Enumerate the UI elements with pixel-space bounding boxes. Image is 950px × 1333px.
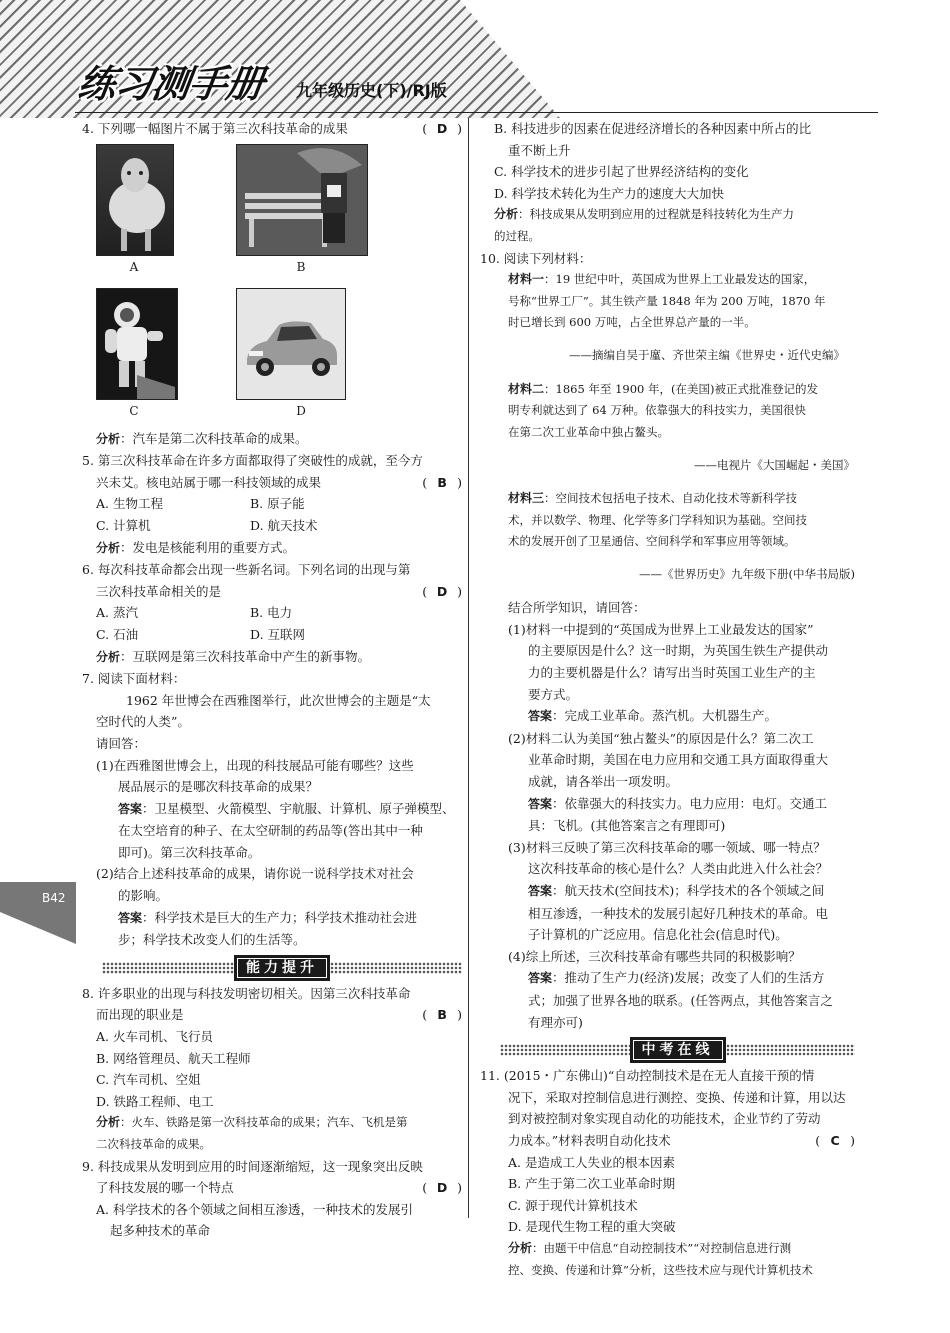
q9-stem-line2: ( D ) 了科技发展的哪一个特点 (82, 1177, 462, 1199)
q4-answer-paren: ( D ) (422, 118, 462, 140)
q10-s1-answer: 答案：完成工业革命。蒸汽机。大机器生产。 (528, 708, 778, 724)
q6-analysis: 分析：互联网是第三次科技革命中产生的新事物。 (96, 648, 371, 664)
q10-s4-answer1: 答案：推动了生产力(经济)发展；改变了人们的生活方 (528, 970, 825, 986)
q5-option-d: D. 航天技术 (250, 517, 318, 533)
q9-option-b-line2: 重不断上升 (508, 142, 571, 158)
banner-ability (102, 957, 462, 979)
car-photo-icon (236, 288, 346, 400)
q9-answer: D (436, 1180, 448, 1196)
q5-options-row1 (82, 493, 462, 515)
q7-sub2-line2: 的影响。 (118, 888, 169, 904)
q4-figure-row-1 (82, 144, 462, 284)
q10-material2-source: ——电视片《大国崛起・美国》 (694, 457, 855, 472)
q11-option-d: D. 是现代生物工程的重大突破 (508, 1219, 676, 1235)
q10-material2-line3: 在第二次工业革命中独占鳌头。 (508, 424, 669, 439)
q7-material-line2: 空时代的人类”。 (96, 714, 190, 730)
q7-sub1-line1: (1)在西雅图世博会上，出现的科技展品可能有哪些？这些 (96, 757, 414, 773)
q6-option-d: D. 互联网 (250, 626, 306, 642)
right-column (480, 118, 855, 1281)
figure-label-a: A (129, 259, 139, 274)
q5-options-row2 (82, 515, 462, 537)
figure-label-c: C (129, 403, 139, 418)
q10-material2-line2: 明专利就达到了 64 万种。依靠强大的科技实力，美国很快 (508, 403, 806, 418)
q8-option-c: C. 汽车司机、空姐 (96, 1072, 201, 1088)
q10-material1-source: ——摘编自吴于廑、齐世荣主编《世界史・近代史编》 (569, 348, 845, 363)
q10-s1-line4: 要方式。 (528, 686, 579, 702)
q7-sub1-answer1: 答案：卫星模型、火箭模型、宇航服、计算机、原子弹模型、 (118, 800, 455, 816)
q10-s3-answer1: 答案：航天技术(空间技术)；科学技术的各个领域之间 (528, 883, 825, 898)
brand-logo: 练习测手册 (74, 62, 267, 106)
grade-title: 九年级历史(下)/RJ版 (296, 81, 447, 100)
q9-option-d: D. 科学技术转化为生产力的速度大大加快 (494, 185, 725, 201)
banner-dots-left (102, 962, 234, 974)
q8-stem-line2: ( B ) 而出现的职业是 (82, 1004, 462, 1026)
banner-exam-label: 中考在线 (630, 1037, 726, 1063)
banner2-dots-left (500, 1044, 630, 1056)
q7-ask: 请回答： (96, 735, 147, 751)
q11-stem-line2: 况下，采取对控制信息进行测控、变换、传递和计算，用以达 (508, 1089, 846, 1105)
robot-bench-photo-icon (236, 144, 368, 256)
q6-option-c: C. 石油 (96, 626, 139, 642)
q11-stem-line1: 11. (2015・广东佛山)“自动控制技术是在无人直接干预的情 (480, 1068, 815, 1084)
q9-option-b-line1: B. 科技进步的因素在促进经济增长的各种因素中所占的比 (494, 121, 812, 136)
q5-answer: B (437, 474, 447, 490)
q6-options-row1 (82, 602, 462, 624)
q5-stem-line1: 5. 第三次科技革命在许多方面都取得了突破性的成就，至今方 (82, 453, 423, 469)
q11-option-b: B. 产生于第二次工业革命时期 (508, 1176, 676, 1192)
q11-answer-paren: ( C ) (815, 1130, 855, 1152)
figure-label-b: B (296, 259, 306, 274)
left-column (82, 118, 462, 1242)
q4-figure-d (236, 288, 390, 420)
q10-material2-line1: 材料二：1865 年至 1900 年，(在美国)被正式批准登记的发 (508, 381, 818, 396)
q10-material3-line2: 术，并以数学、物理、化学等多门学科知识为基础。空间技 (508, 512, 807, 527)
q9-analysis-line2: 的过程。 (494, 228, 540, 243)
q9-option-c: C. 科学技术的进步引起了世界经济结构的变化 (494, 164, 749, 180)
q10-s1-line3: 力的主要机器是什么？请写出当时英国工业生产的主 (528, 665, 816, 681)
page-label: B42 (42, 891, 66, 905)
q5-analysis: 分析：发电是核能利用的重要方式。 (96, 539, 296, 555)
q4-figure-c (82, 288, 236, 420)
q7-sub2-answer2: 步；科学技术改变人们的生活等。 (118, 932, 306, 948)
q10-ask: 结合所学知识，请回答： (508, 600, 646, 616)
q10-material1-line1: 材料一：19 世纪中叶，英国成为世界上工业最发达的国家， (508, 272, 816, 287)
banner-ability-label: 能力提升 (234, 955, 330, 981)
q6-answer: D (436, 583, 448, 599)
sheep-photo-icon (96, 144, 174, 256)
q6-stem-line2: ( D ) 三次科技革命相关的是 (82, 581, 462, 603)
q5-stem-line2: ( B ) 兴未艾。核电站属于哪一科技领域的成果 (82, 472, 462, 494)
q6-stem-line1: 6. 每次科技革命都会出现一些新名词。下列名词的出现与第 (82, 562, 411, 578)
q11-stem-line3: 到对被控制对象实现自动化的功能技术，企业节约了劳动 (508, 1111, 821, 1127)
q9-option-a-line2: 起多种技术的革命 (110, 1223, 211, 1239)
q8-option-b: B. 网络管理员、航天工程师 (96, 1050, 251, 1066)
q4-stem: ( D ) 4. 下列哪一幅图片不属于第三次科技革命的成果 (82, 118, 462, 140)
q8-answer-paren: ( B ) (422, 1004, 462, 1026)
banner2-dots-right (726, 1044, 856, 1056)
q4-answer: D (436, 121, 448, 136)
q10-material3-line1: 材料三：空间技术包括电子技术、自动化技术等新科学技 (508, 490, 798, 505)
q7-stem: 7. 阅读下面材料： (82, 671, 186, 687)
q10-s3-answer3: 子计算机的广泛应用。信息化社会(信息时代)。 (528, 927, 788, 943)
q10-s3-answer2: 相互渗透，一种技术的发展引起好几种技术的革命。电 (528, 905, 829, 921)
q10-s2-answer2: 具：飞机。(其他答案言之有理即可) (528, 818, 726, 834)
q6-option-b: B. 电力 (250, 605, 293, 621)
q10-material1-line2: 号称“世界工厂”。其生铁产量 1848 年为 200 万吨，1870 年 (508, 293, 826, 308)
q5-option-a: A. 生物工程 (96, 496, 163, 512)
q11-analysis-line1: 分析：由题干中信息“自动控制技术”“对控制信息进行测 (508, 1240, 792, 1255)
q10-s2-line2: 业革命时期，美国在电力应用和交通工具方面取得重大 (528, 752, 829, 768)
q10-s2-line1: (2)材料二认为美国“独占鳌头”的原因是什么？第二次工 (508, 730, 814, 746)
q4-figure-row-2 (82, 288, 462, 428)
q10-s1-line1: (1)材料一中提到的“英国成为世界上工业最发达的国家” (508, 621, 814, 637)
q5-option-b: B. 原子能 (250, 496, 305, 512)
banner-exam (500, 1039, 855, 1061)
q6-option-a: A. 蒸汽 (96, 605, 138, 621)
q11-analysis-line2: 控、变换、传递和计算”分析，这些技术应与现代计算机技术 (508, 1262, 813, 1277)
q7-material-line1: 1962 年世博会在西雅图举行，此次世博会的主题是“太 (126, 692, 431, 708)
q10-s2-answer1: 答案：依靠强大的科技实力。电力应用：电灯。交通工 (528, 795, 828, 811)
q4-analysis: 分析：汽车是第二次科技革命的成果。 (96, 430, 308, 446)
q8-option-d: D. 铁路工程师、电工 (96, 1093, 214, 1109)
q5-answer-paren: ( B ) (422, 472, 462, 494)
q9-answer-paren: ( D ) (422, 1177, 462, 1199)
q10-material1-line3: 时已增长到 600 万吨，占全世界总产量的一半。 (508, 315, 756, 330)
q4-figure-b (236, 144, 390, 276)
q8-analysis-line1: 分析：火车、铁路是第一次科技革命的成果；汽车、飞机是第 (96, 1115, 408, 1130)
q4-figure-a (82, 144, 236, 276)
q11-stem-line4: ( C ) 力成本。”材料表明自动化技术 (480, 1130, 855, 1152)
q8-analysis-line2: 二次科技革命的成果。 (96, 1137, 211, 1151)
q10-material3-source: ——《世界历史》九年级下册(中华书局版) (639, 567, 855, 582)
q10-s4-answer3: 有理亦可) (528, 1014, 583, 1030)
q10-s4-answer2: 式；加强了世界各地的联系。(任答两点，其他答案言之 (528, 992, 833, 1008)
q10-s4-line1: (4)综上所述，三次科技革命有哪些共同的积极影响？ (508, 948, 801, 964)
q7-sub2-answer1: 答案：科学技术是巨大的生产力；科学技术推动社会进 (118, 909, 418, 925)
q8-option-a: A. 火车司机、飞行员 (96, 1029, 213, 1045)
q10-s3-line1: (3)材料三反映了第三次科技革命的哪一领域、哪一特点？ (508, 839, 826, 855)
q10-s2-line3: 成就，请各举出一项发明。 (528, 774, 679, 790)
q11-answer: C (830, 1132, 840, 1148)
q9-analysis-line1: 分析：科技成果从发明到应用的过程就是科技转化为生产力 (494, 207, 795, 222)
q7-sub1-answer2: 在太空培育的种子、在太空研制的药品等(答出其中一种 (118, 823, 423, 839)
astronaut-photo-icon (96, 288, 178, 400)
banner-dots-right (330, 962, 462, 974)
q11-option-a: A. 是造成工人失业的根本因素 (508, 1154, 675, 1170)
header-rule (75, 112, 878, 113)
q9-stem-line1: 9. 科技成果从发明到应用的时间逐渐缩短，这一现象突出反映 (82, 1158, 423, 1174)
q8-stem-line1: 8. 许多职业的出现与科技发明密切相关。因第三次科技革命 (82, 985, 411, 1001)
q10-stem: 10. 阅读下列材料： (480, 250, 592, 266)
q10-s3-line2: 这次科技革命的核心是什么？人类由此进入什么社会？ (528, 861, 829, 877)
q10-s1-line2: 的主要原因是什么？这一时期，为英国生铁生产提供动 (528, 643, 829, 659)
q7-sub2-line1: (2)结合上述科技革命的成果，请你说一说科学技术对社会 (96, 866, 414, 882)
q10-material3-line3: 术的发展开创了卫星通信、空间科学和军事应用等领域。 (508, 534, 796, 549)
q11-option-c: C. 源于现代计算机技术 (508, 1197, 638, 1213)
q6-answer-paren: ( D ) (422, 581, 462, 603)
q7-sub1-answer3: 即可)。第三次科技革命。 (118, 844, 261, 860)
q6-options-row2 (82, 624, 462, 646)
figure-label-d: D (296, 403, 306, 418)
q8-answer: B (437, 1007, 447, 1023)
q7-sub1-line2: 展品展示的是哪次科技革命的成果？ (118, 779, 319, 795)
column-divider (468, 118, 469, 1218)
q5-option-c: C. 计算机 (96, 517, 151, 533)
q9-option-a-line1: A. 科学技术的各个领域之间相互渗透，一种技术的发展引 (96, 1201, 413, 1217)
